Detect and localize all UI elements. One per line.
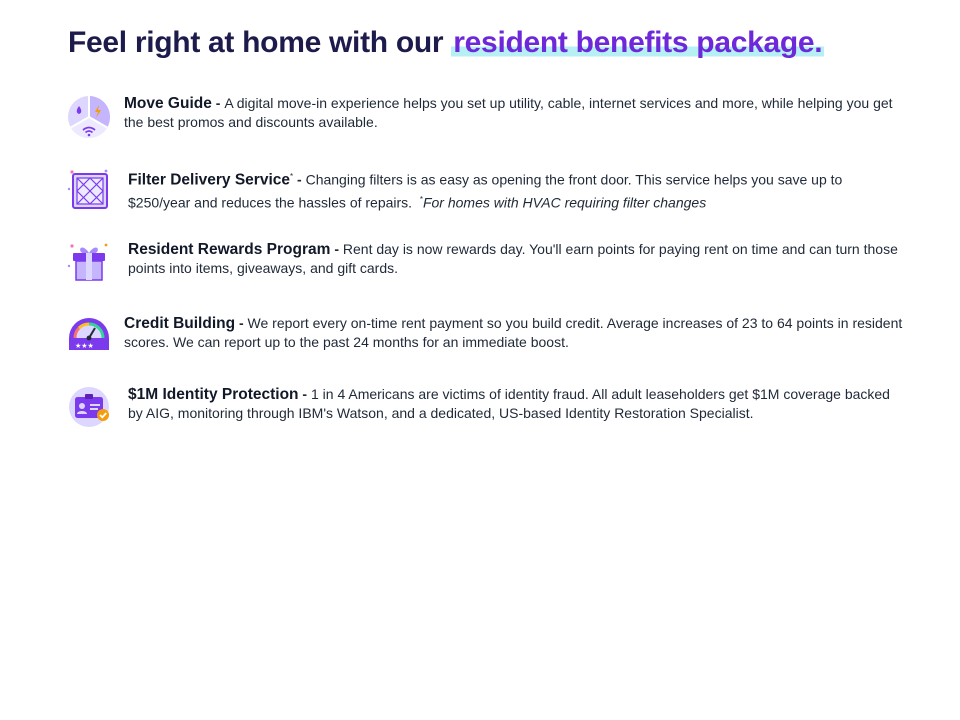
benefit-identity-protection-text xyxy=(128,385,908,423)
benefit-filter-delivery-text xyxy=(128,167,908,212)
benefit-description: We report every on-time rent payment so you build credit. Average increases of 23 to 64 points in resident scores. We can report up to the past 24 months for an immediate boost. xyxy=(124,315,903,350)
benefit-separator: - xyxy=(330,241,343,257)
benefit-separator: - xyxy=(298,386,311,402)
headline-accent: resident benefits package. xyxy=(453,26,823,59)
benefit-separator: - xyxy=(293,171,306,188)
headline-lead: Feel right at home with our xyxy=(68,26,444,59)
benefit-description: A digital move-in experience helps you set up utility, cable, internet services and more, while helping you get the best promos and discounts available. xyxy=(124,95,893,130)
benefit-title-mark: * xyxy=(290,172,294,181)
benefit-credit-building xyxy=(66,314,906,370)
svg-text:★★★: ★★★ xyxy=(75,342,94,350)
benefit-credit-building-text xyxy=(124,314,904,352)
gift-icon xyxy=(66,240,112,286)
benefit-filter-delivery xyxy=(66,167,906,223)
benefit-move-guide-text xyxy=(124,94,904,132)
benefit-move-guide xyxy=(66,94,906,150)
benefit-description: Rent day is now rewards day. You'll earn points for paying rent on time and can turn those points into items, giveaways, and gift cards. xyxy=(128,241,898,276)
air-filter-icon xyxy=(66,167,112,213)
benefit-separator: - xyxy=(235,315,248,331)
benefit-footnote: For homes with HVAC requiring filter changes xyxy=(422,194,707,211)
benefit-identity-protection xyxy=(66,385,906,441)
move-guide-icon xyxy=(66,94,112,140)
benefit-title: Credit Building xyxy=(124,315,236,332)
benefit-description: 1 in 4 Americans are victims of identity fraud. All adult leaseholders get $1M coverage backed by AIG, monitoring through IBM's Watson, and a dedicated, US-based Identity Restoration Specialist. xyxy=(128,386,890,421)
benefit-title: Move Guide xyxy=(124,95,212,112)
benefit-title: Resident Rewards Program xyxy=(128,241,331,258)
benefit-separator: - xyxy=(211,95,225,111)
identity-card-icon xyxy=(66,385,112,431)
benefit-description: Changing filters is as easy as opening the front door. This service helps you save up to $250/year and reduces the hassles of repairs. xyxy=(128,171,843,211)
benefit-resident-rewards-text xyxy=(128,240,908,278)
credit-gauge-icon xyxy=(66,314,112,360)
benefit-resident-rewards xyxy=(66,240,906,296)
benefit-note-mark: * xyxy=(419,194,423,204)
benefit-title: Filter Delivery Service xyxy=(128,171,290,189)
page-headline xyxy=(68,26,908,60)
benefit-title: $1M Identity Protection xyxy=(128,386,299,403)
